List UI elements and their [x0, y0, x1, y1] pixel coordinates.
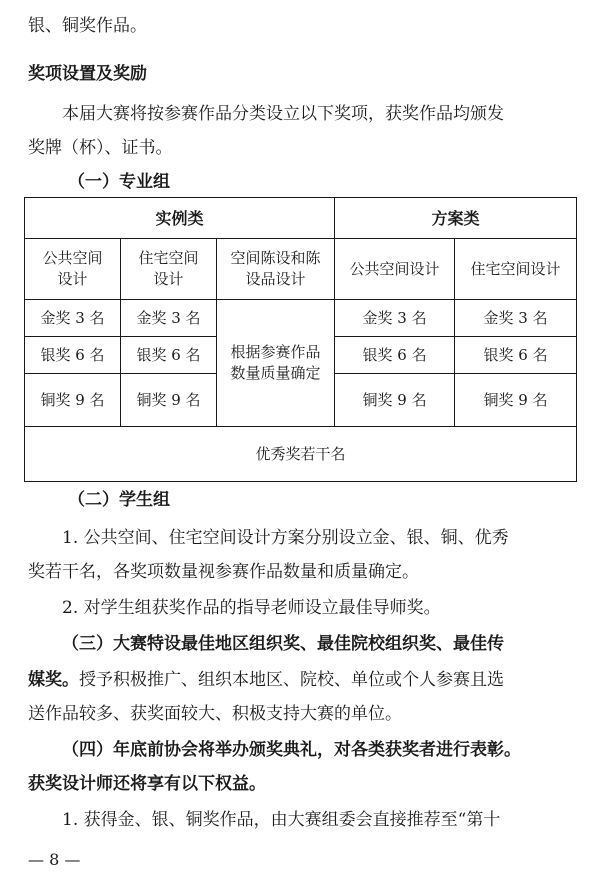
display-award-note: 根据参赛作品 数量质量确定: [217, 300, 335, 427]
text-line: 银、铜奖作品。: [28, 16, 147, 36]
paragraph-line: 奖若干名，各奖项数量视参赛作品数量和质量确定。: [28, 562, 419, 582]
section-heading: 奖项设置及奖励: [28, 64, 147, 84]
award-cell: 铜奖 9 名: [335, 374, 455, 427]
award-cell: 金奖 3 名: [121, 300, 217, 337]
award-cell: 铜奖 9 名: [25, 374, 121, 427]
page-number: — 8 —: [28, 850, 81, 869]
paragraph-line: 奖牌（杯）、证书。: [28, 138, 173, 158]
category-plan-home: 住宅空间设计: [455, 239, 577, 300]
award-cell: 铜奖 9 名: [455, 374, 577, 427]
award-cell: 银奖 6 名: [455, 337, 577, 374]
paragraph-line: 1. 公共空间、住宅空间设计方案分别设立金、银、铜、优秀: [62, 528, 509, 548]
award-cell: 银奖 6 名: [121, 337, 217, 374]
subsection-heading: （三）大赛特设最佳地区组织奖、最佳院校组织奖、最佳传: [62, 634, 504, 654]
paragraph-line: 送作品较多、获奖面较大、积极支持大赛的单位。: [28, 704, 402, 724]
award-cell: 银奖 6 名: [335, 337, 455, 374]
category-public: 公共空间 设计: [25, 239, 121, 300]
subsection-heading: （四）年底前协会将举办颁奖典礼，对各类获奖者进行表彰。: [62, 740, 521, 760]
award-cell: 金奖 3 名: [335, 300, 455, 337]
award-cell: 银奖 6 名: [25, 337, 121, 374]
group-header-plans: 方案类: [335, 198, 577, 239]
subsection-heading: （二）学生组: [68, 490, 170, 510]
paragraph-line: 2. 对学生组获奖作品的指导老师设立最佳导师奖。: [62, 598, 441, 618]
paragraph-line: 媒奖。授予积极推广、组织本地区、院校、单位或个人参赛且选: [28, 670, 504, 690]
group-header-examples: 实例类: [25, 198, 335, 239]
award-cell: 金奖 3 名: [25, 300, 121, 337]
excellent-award-row: 优秀奖若干名: [25, 427, 577, 482]
award-cell: 铜奖 9 名: [121, 374, 217, 427]
category-display: 空间陈设和陈 设品设计: [217, 239, 335, 300]
subsection-heading: （一）专业组: [68, 172, 170, 192]
paragraph-line: 本届大赛将按参赛作品分类设立以下奖项，获奖作品均颁发: [62, 104, 504, 124]
paragraph-line: 获奖设计师还将享有以下权益。: [28, 774, 266, 794]
paragraph-line: 1. 获得金、银、铜奖作品，由大赛组委会直接推荐至“第十: [62, 810, 501, 830]
awards-table: [24, 197, 577, 482]
category-plan-public: 公共空间设计: [335, 239, 455, 300]
award-cell: 金奖 3 名: [455, 300, 577, 337]
category-home: 住宅空间 设计: [121, 239, 217, 300]
